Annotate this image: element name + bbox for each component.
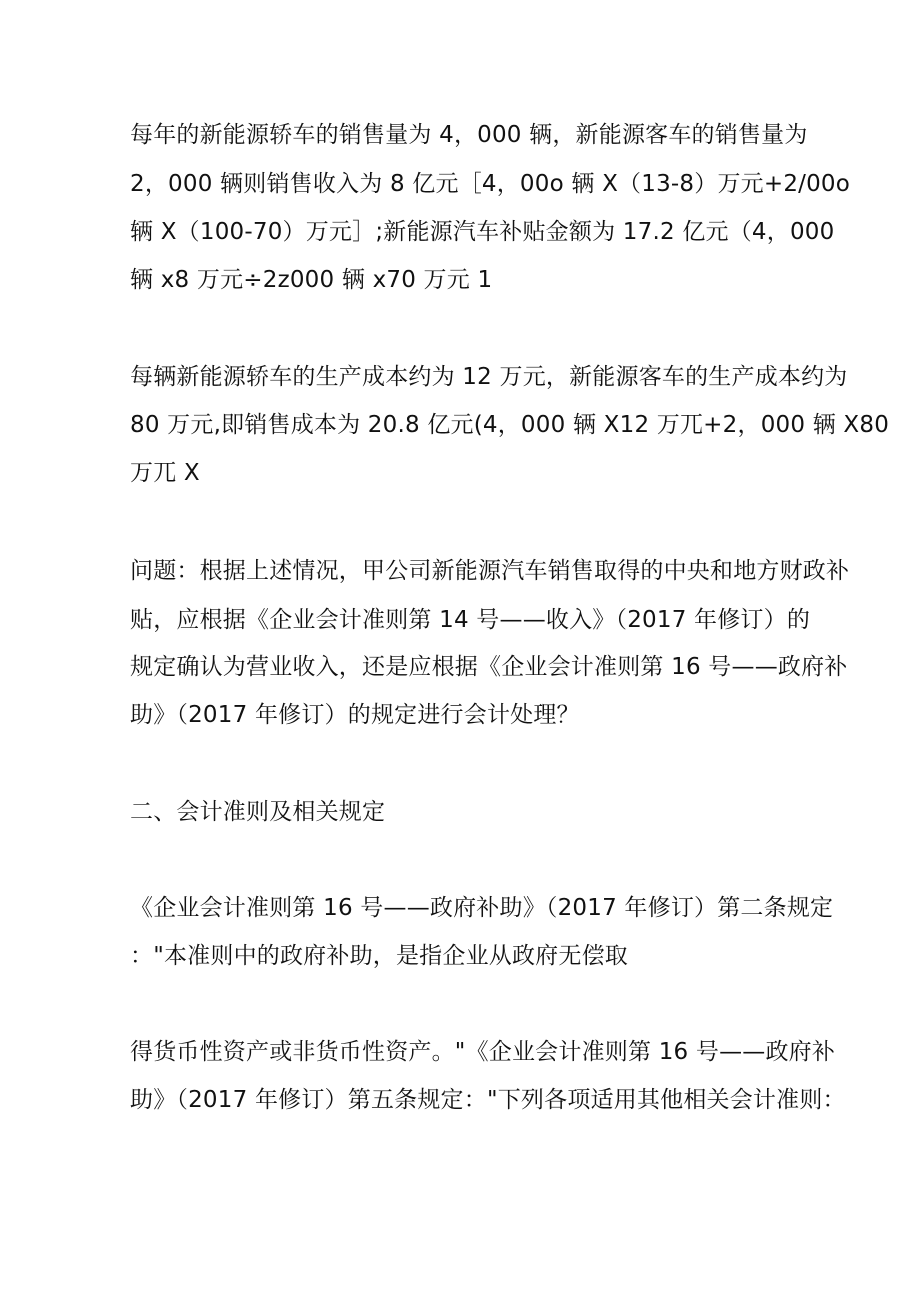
paragraph-2-line-3: 万兀 X [130, 460, 200, 486]
section-heading: 二、会计准则及相关规定 [130, 799, 386, 825]
paragraph-5-line-1: 得货币性资产或非货币性资产。"《企业会计准则第 16 号——政府补 [130, 1039, 836, 1065]
paragraph-3-line-4: 助》（2017 年修订）的规定进行会计处理？ [130, 702, 580, 728]
paragraph-3-line-2: 贴，应根据《企业会计准则第 14 号——收入》（2017 年修订）的 [130, 607, 811, 633]
paragraph-4-line-1: 《企业会计准则第 16 号——政府补助》（2017 年修订）第二条规定 [130, 895, 834, 921]
paragraph-2-line-1: 每辆新能源轿车的生产成本约为 12 万元，新能源客车的生产成本约为 [130, 364, 848, 390]
paragraph-4-line-2: ："本准则中的政府补助，是指企业从政府无偿取 [130, 943, 628, 969]
paragraph-1-line-1: 每年的新能源轿车的销售量为 4，000 辆，新能源客车的销售量为 [130, 122, 808, 148]
paragraph-5-line-2: 助》（2017 年修订）第五条规定："下列各项适用其他相关会计准则： [130, 1087, 846, 1113]
paragraph-1-line-2: 2，000 辆则销售收入为 8 亿元［4，00o 辆 X（13-8）万元+2/00o [130, 171, 851, 197]
paragraph-3-line-3: 规定确认为营业收入，还是应根据《企业会计准则第 16 号——政府补 [130, 654, 848, 680]
paragraph-3-line-1: 问题：根据上述情况，甲公司新能源汽车销售取得的中央和地方财政补 [130, 558, 850, 584]
paragraph-1-line-3: 辆 X（100-70）万元］;新能源汽车补贴金额为 17.2 亿元（4，000 [130, 219, 835, 245]
paragraph-2-line-2: 80 万元,即销售成本为 20.8 亿元(4，000 辆 X12 万兀+2，000 辆 X80 [130, 412, 890, 438]
paragraph-1-line-4: 辆 x8 万元÷2z000 辆 x70 万元 1 [130, 267, 493, 293]
